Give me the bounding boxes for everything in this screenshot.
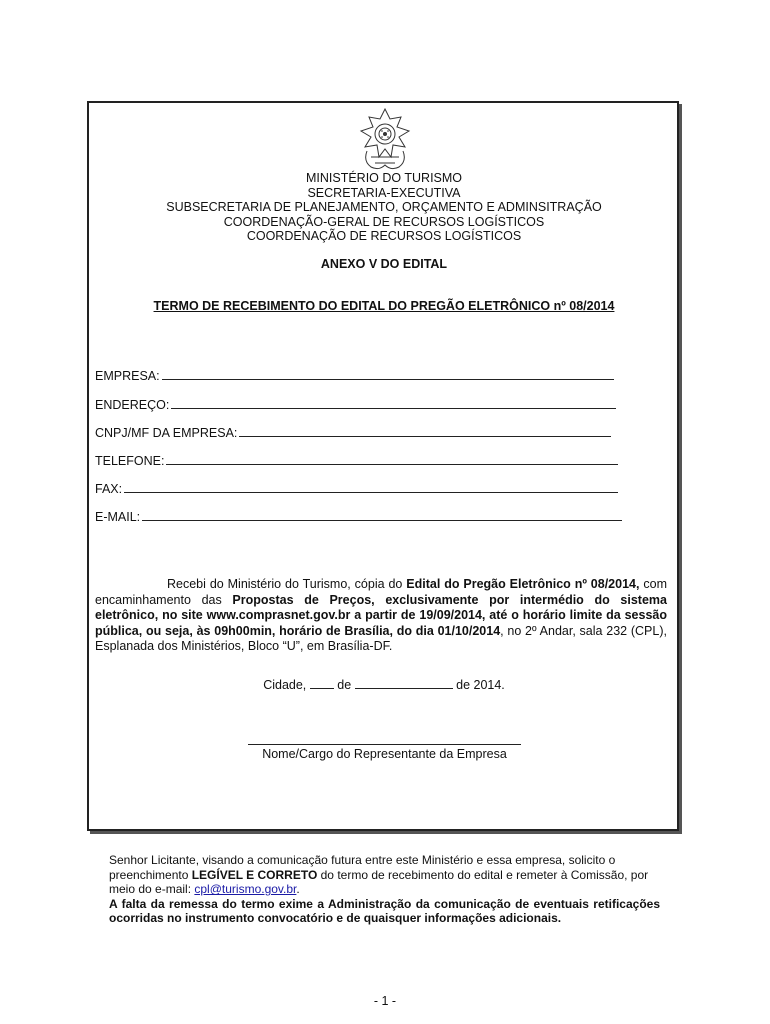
note-warning: A falta da remessa do termo exime a Administração da comunicação de eventuais retificações ocorridas no instrumento convocatório e de quaisquer informações adicionais.	[109, 896, 660, 926]
coat-of-arms-seal	[357, 107, 413, 173]
day-blank[interactable]	[310, 677, 334, 689]
telefone-input-line[interactable]	[166, 453, 618, 465]
city-date-line	[88, 677, 680, 692]
signature-line	[248, 744, 521, 745]
endereco-input-line[interactable]	[171, 397, 616, 409]
note-bold: LEGÍVEL E CORRETO	[191, 867, 318, 882]
city-label: Cidade,	[263, 678, 307, 692]
para-text: , no 2º Andar, sala 232 (CPL), Esplanada dos Ministérios, Bloco “U”, em Brasília-DF.	[95, 623, 667, 654]
telefone-label: TELEFONE:	[95, 454, 165, 468]
endereco-field[interactable]	[95, 397, 616, 412]
email-input-line[interactable]	[142, 509, 622, 521]
header-line: MINISTÉRIO DO TURISMO	[305, 171, 463, 185]
cnpj-field[interactable]	[95, 425, 611, 440]
receipt-paragraph	[95, 577, 667, 655]
annex-title: ANEXO V DO EDITAL	[320, 257, 448, 271]
note-text: do termo de recebimento do edital e remeter à Comissão, por meio do e-mail:	[109, 867, 649, 897]
email-label: E-MAIL:	[95, 510, 141, 524]
header-line: COORDENAÇÃO DE RECURSOS LOGÍSTICOS	[246, 229, 522, 244]
city-year: de 2014.	[456, 678, 505, 692]
empresa-label: EMPRESA:	[95, 369, 160, 383]
header-line: SUBSECRETARIA DE PLANEJAMENTO, ORÇAMENTO E ADMINSITRAÇÃO	[166, 200, 602, 215]
para-bold: Edital do Pregão Eletrônico nº 08/2014,	[406, 577, 640, 591]
header-line: SECRETARIA-EXECUTIVA	[307, 185, 461, 200]
email-link[interactable]: cpl@turismo.gov.br	[194, 882, 297, 897]
email-field[interactable]	[95, 509, 622, 524]
telefone-field[interactable]	[95, 453, 618, 468]
term-title: TERMO DE RECEBIMENTO DO EDITAL DO PREGÃO ELETRÔNICO nº 08/2014	[153, 299, 615, 313]
endereco-label: ENDEREÇO:	[95, 398, 170, 412]
header-line: COORDENAÇÃO-GERAL DE RECURSOS LOGÍSTICOS	[223, 214, 545, 229]
institution-header	[88, 171, 680, 244]
fax-label: FAX:	[95, 482, 123, 496]
fax-input-line[interactable]	[124, 481, 618, 493]
para-text: com encaminhamento das	[95, 577, 667, 607]
month-blank[interactable]	[355, 677, 453, 689]
empresa-input-line[interactable]	[162, 368, 614, 380]
empresa-field[interactable]	[95, 368, 614, 383]
cnpj-input-line[interactable]	[239, 425, 611, 437]
cnpj-label: CNPJ/MF DA EMPRESA:	[95, 426, 238, 440]
licitante-note	[109, 853, 660, 926]
note-text: .	[296, 882, 300, 897]
city-de: de	[337, 678, 352, 692]
signature-caption: Nome/Cargo do Representante da Empresa	[262, 747, 507, 761]
page-number: - 1 -	[373, 994, 397, 1008]
note-paragraph	[109, 853, 660, 897]
note-text: Senhor Licitante, visando a comunicação futura entre este Ministério e essa empresa, solicito o preenchimento	[109, 853, 616, 882]
fax-field[interactable]	[95, 481, 618, 496]
para-bold: Propostas de Preços, exclusivamente por intermédio do sistema eletrônico, no site www.comprasnet.gov.br a partir de 19/09/2014, até o horário limite da sessão pública, ou seja, às 09h00min, horário de Brasília, do dia 01/10/2014	[95, 592, 667, 638]
para-text: Recebi do Ministério do Turismo, cópia do	[167, 577, 407, 591]
